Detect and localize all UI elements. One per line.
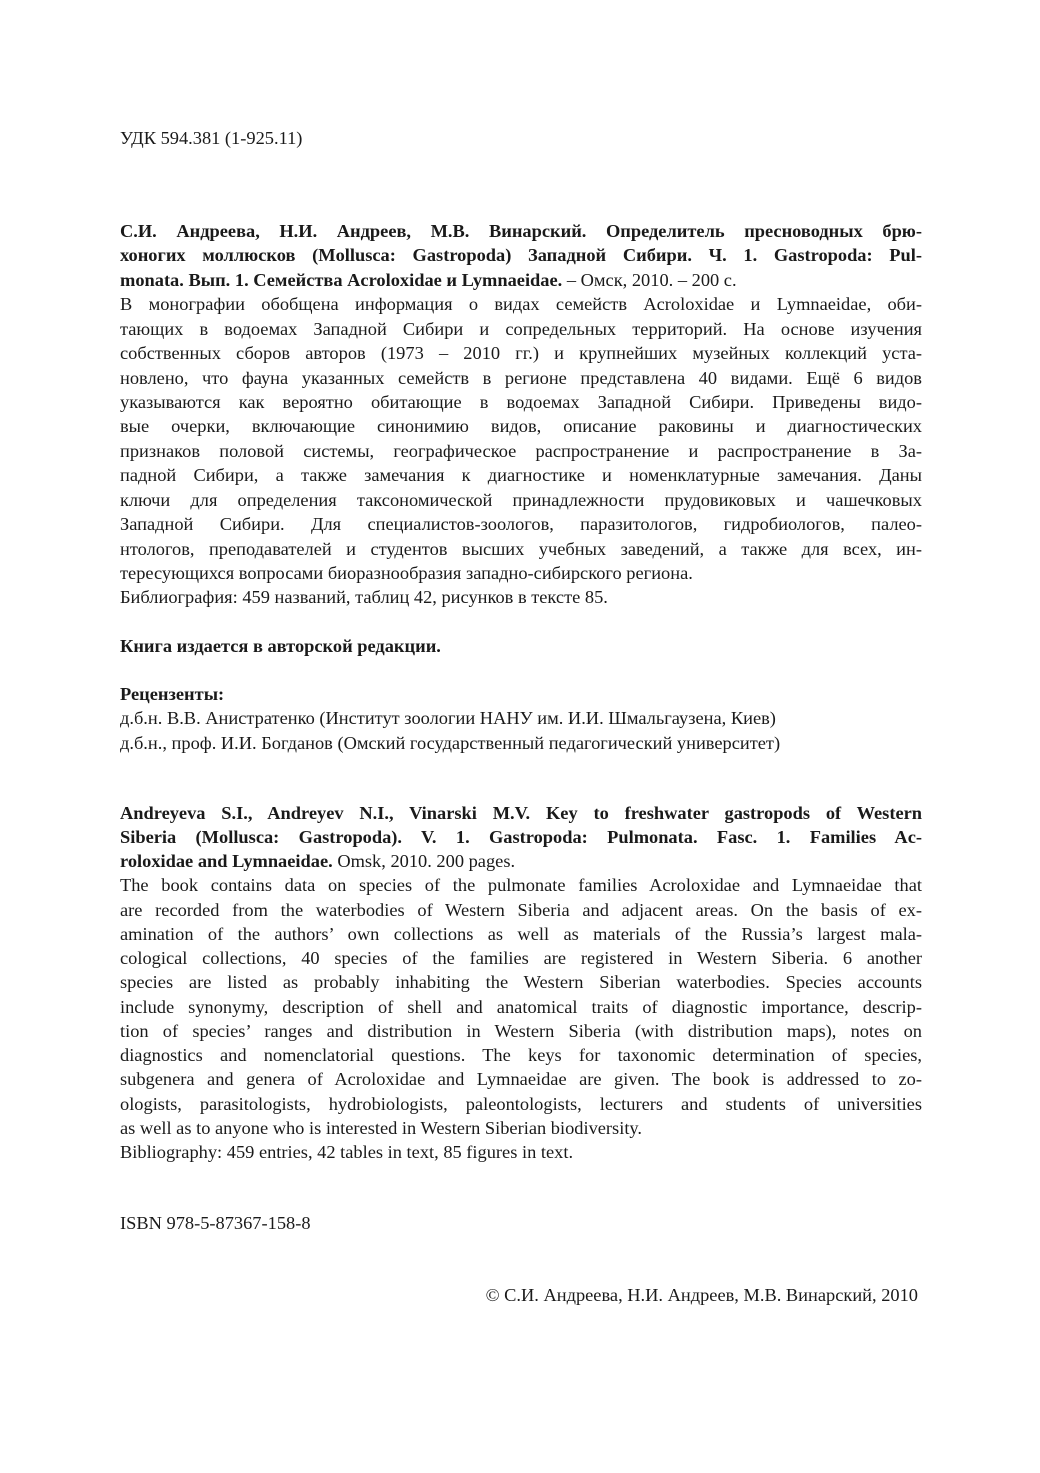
ru-citation-line: monata. Вып. 1. Семейства Acroloxidae и Lymnaeidae. – Омск, 2010. – 200 с. — [120, 270, 737, 290]
ru-abstract-line: падной Сибири, а также замечания к диагностике и номенклатурные замечания. Даны — [120, 465, 922, 485]
en-abstract-line: diagnostics and nomenclatorial questions. The keys for taxonomic determination of species, — [120, 1045, 922, 1065]
en-abstract-line: species are listed as probably inhabiting the Western Siberian waterbodies. Species accounts — [120, 972, 922, 992]
reviewer-item: д.б.н. В.В. Анистратенко (Институт зоологии НАНУ им. И.И. Шмальгаузена, Киев) — [120, 708, 776, 728]
udc-code: УДК 594.381 (1-925.11) — [120, 128, 303, 148]
en-abstract-line: as well as to anyone who is interested in Western Siberian biodiversity. — [120, 1118, 643, 1138]
en-abstract-line: subgenera and genera of Acroloxidae and Lymnaeidae are given. The book is addressed to zo- — [120, 1069, 922, 1089]
ru-abstract-line: указываются как вероятно обитающие в водоемах Западной Сибири. Приведены видо- — [120, 392, 922, 412]
isbn: ISBN 978-5-87367-158-8 — [120, 1213, 311, 1233]
ru-abstract-line: В монографии обобщена информация о видах семейств Acroloxidae и Lymnaeidae, оби- — [120, 294, 922, 314]
en-abstract-line: ologists, parasitologists, hydrobiologists, paleontologists, lecturers and students of universities — [120, 1094, 922, 1114]
en-abstract-line: are recorded from the waterbodies of Western Siberia and adjacent areas. On the basis of ex- — [120, 900, 922, 920]
ru-abstract-line: тающих в водоемах Западной Сибири и сопредельных территорий. На основе изучения — [120, 319, 922, 339]
ru-citation-line: хоногих моллюсков (Mollusca: Gastropoda) Западной Сибири. Ч. 1. Gastropoda: Pul- — [120, 245, 922, 265]
en-abstract-line: The book contains data on species of the pulmonate families Acroloxidae and Lymnaeidae that — [120, 875, 922, 895]
en-abstract-line: include synonymy, description of shell and anatomical traits of diagnostic importance, descrip- — [120, 997, 922, 1017]
ru-abstract-line: тересующихся вопросами биоразнообразия западно-сибирского региона. — [120, 563, 693, 583]
reviewer-item: д.б.н., проф. И.И. Богданов (Омский государственный педагогический университет) — [120, 733, 781, 753]
document-page — [120, 0, 922, 1473]
reviewers-heading: Рецензенты: — [120, 684, 225, 704]
en-citation-line: Siberia (Mollusca: Gastropoda). V. 1. Gastropoda: Pulmonata. Fasc. 1. Families Ac- — [120, 827, 922, 847]
ru-abstract-line: ключи для определения таксономической принадлежности прудовиковых и чашечковых — [120, 490, 922, 510]
ru-citation-line: С.И. Андреева, Н.И. Андреев, М.В. Винарский. Определитель пресноводных брю- — [120, 221, 922, 241]
ru-abstract-line: новлено, что фауна указанных семейств в регионе представлена 40 видами. Ещё 6 видов — [120, 368, 922, 388]
ru-abstract-line: нтологов, преподавателей и студентов высших учебных заведений, а также для всех, ин- — [120, 539, 922, 559]
ru-abstract-line: вые очерки, включающие синонимию видов, описание раковины и диагностических — [120, 416, 922, 436]
authors-edition-note: Книга издается в авторской редакции. — [120, 636, 441, 656]
en-abstract-line: cological collections, 40 species of the families are registered in Western Siberia. 6 another — [120, 948, 922, 968]
ru-bibliography: Библиография: 459 названий, таблиц 42, рисунков в тексте 85. — [120, 587, 608, 607]
en-citation-line: roloxidae and Lymnaeidae. Omsk, 2010. 200 pages. — [120, 851, 516, 871]
en-citation-line: Andreyeva S.I., Andreyev N.I., Vinarski M.V. Key to freshwater gastropods of Western — [120, 803, 922, 823]
en-bibliography: Bibliography: 459 entries, 42 tables in text, 85 figures in text. — [120, 1142, 574, 1162]
ru-abstract-line: признаков половой системы, географическое распространение и распространение в За- — [120, 441, 922, 461]
copyright-notice: © С.И. Андреева, Н.И. Андреев, М.В. Винарский, 2010 — [485, 1285, 918, 1305]
en-abstract-line: amination of the authors’ own collections as well as materials of the Russia’s largest mala- — [120, 924, 922, 944]
en-abstract-line: tion of species’ ranges and distribution in Western Siberia (with distribution maps), notes on — [120, 1021, 922, 1041]
ru-abstract-line: Западной Сибири. Для специалистов-зоологов, паразитологов, гидробиологов, палео- — [120, 514, 922, 534]
ru-abstract-line: собственных сборов авторов (1973 – 2010 гг.) и крупнейших музейных коллекций уста- — [120, 343, 922, 363]
